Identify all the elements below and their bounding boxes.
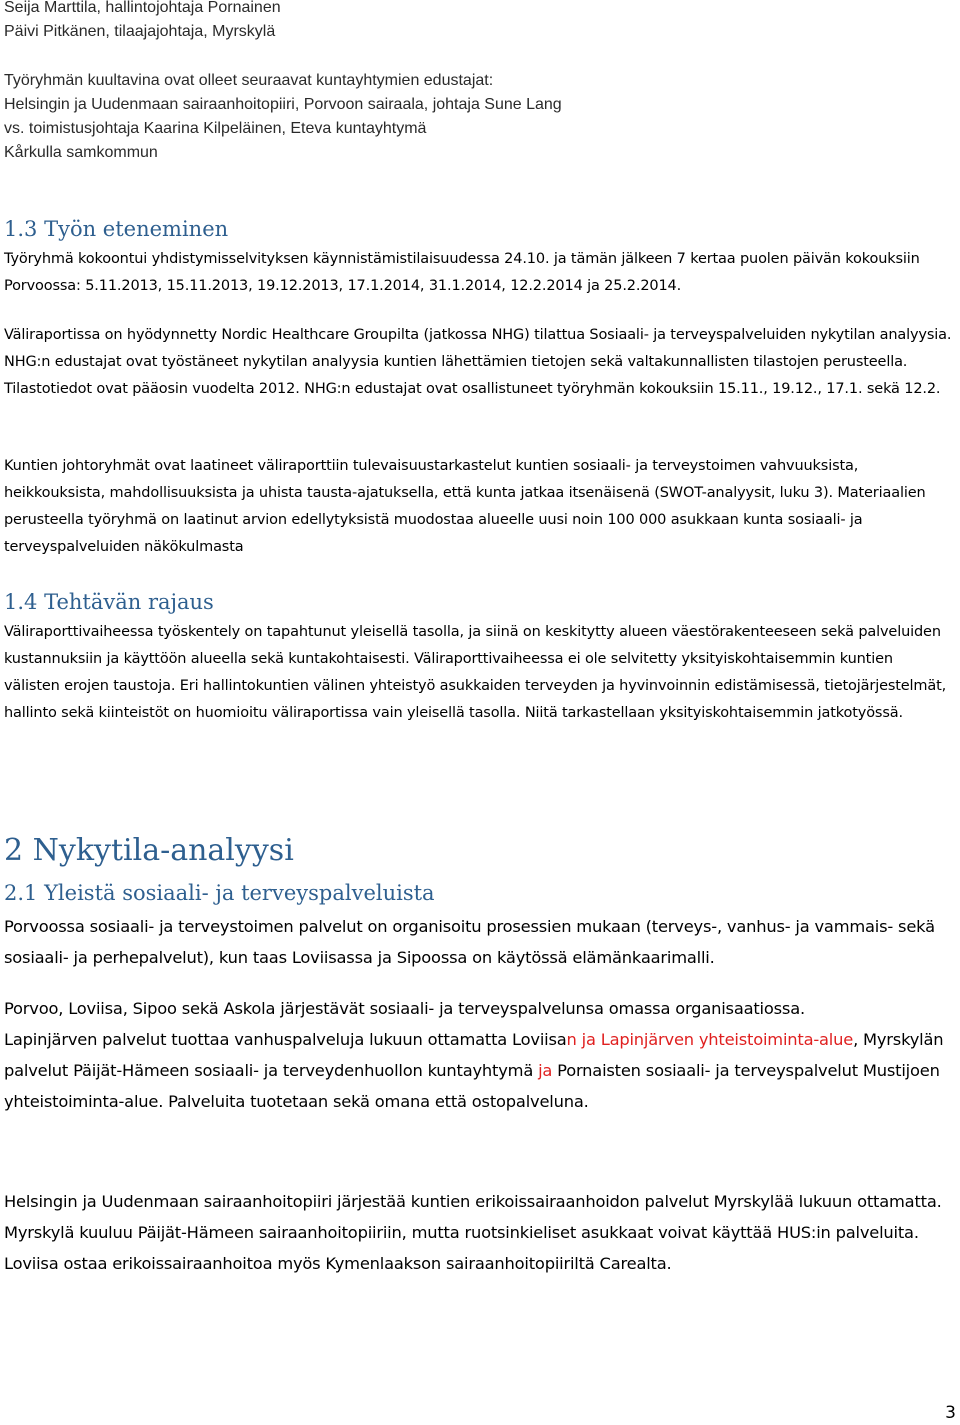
chapter-heading-2: 2 Nykytila-analyysi [4,833,294,868]
paragraph-swot: Kuntien johtoryhmät ovat laatineet väliraporttiin tulevaisuustarkastelut kuntien sosiaali- ja terveystoimen vahvuuksista, heikkouksista, mahdollisuuksista ja uhista tausta-ajatuksella, että kunta jatkaa itsenäisenä (SWOT-analyysit, luku 3). Materiaalien perusteella työryhmä on laatinut arvion edellytyksistä muodostaa alueelle uusi noin 100 000 asukkaan kunta sosiaali- ja terveyspalveluiden näkökulmasta [4,458,926,555]
paragraph-service-production [4,993,952,1117]
representative-line: Helsingin ja Uudenmaan sairaanhoitopiiri, Porvoon sairaala, johtaja Sune Lang [4,96,562,113]
paragraph-body [4,1024,952,1117]
representative-line: Kårkulla samkommun [4,144,158,161]
paragraph-organisation: Porvoossa sosiaali- ja terveystoimen palvelut on organisoitu prosessien mukaan (terveys-, vanhus- ja vammais- sekä sosiaali- ja perhepalvelut), kun taas Loviisassa ja Sipoossa on käytössä elämänkaarimalli. [4,917,935,967]
representatives-intro: Työryhmän kuultavina ovat olleet seuraavat kuntayhtymien edustajat: [4,72,494,89]
representatives-list [4,69,952,165]
section-heading-1-3: 1.3 Työn eteneminen [4,217,229,241]
paragraph-line: Porvoo, Loviisa, Sipoo sekä Askola järjestävät sosiaali- ja terveyspalvelunsa omassa organisaatiossa. [4,999,805,1018]
header-line: Päivi Pitkänen, tilaajajohtaja, Myrskylä [4,23,276,40]
text-run: , Myrskylän palvelut Päijät-Hämeen sosiaali- ja terveydenhuollon kuntayhtymä [4,1030,944,1080]
section-heading-1-4: 1.4 Tehtävän rajaus [4,590,214,614]
page-number: 3 [945,1403,956,1423]
header-line: Seija Marttila, hallintojohtaja Pornainen [4,0,281,16]
section-heading-2-1: 2.1 Yleistä sosiaali- ja terveyspalveluista [4,881,435,905]
highlighted-text: ja [538,1061,553,1080]
text-run: Lapinjärven palvelut tuottaa vanhuspalveluja lukuun ottamatta Loviisa [4,1030,567,1049]
highlighted-text: n ja Lapinjärven yhteistoiminta-alue [566,1030,854,1049]
paragraph-scope: Väliraporttivaiheessa työskentely on tapahtunut yleisellä tasolla, ja siinä on keskitytty alueen väestörakenteeseen sekä palveluiden kustannuksiin ja käyttöön alueella sekä kuntakohtaisesti. Väliraporttivaiheessa ei ole selvitetty yksityiskohtaisemmin kuntien välisten erojen taustoja. Eri hallintokuntien välinen yhteistyö asukkaiden terveyden ja hyvinvoinnin edistämisessä, tietojärjestelmät, hallinto sekä kiinteistöt on huomioitu väliraportissa vain yleisellä tasolla. Niitä tarkastellaan yksityiskohtaisemmin jatkotyössä. [4,624,947,721]
paragraph-specialised-care: Helsingin ja Uudenmaan sairaanhoitopiiri järjestää kuntien erikoissairaanhoidon palvelut Myrskylää lukuun ottamatta. Myrskylä kuuluu Päijät-Hämeen sairaanhoitopiiriin, mutta ruotsinkieliset asukkaat voivat käyttää HUS:in palveluita. Loviisa ostaa erikoissairaanhoitoa myös Kymenlaakson sairaanhoitopiiriltä Carealta. [4,1192,942,1273]
representative-line: vs. toimistusjohtaja Kaarina Kilpeläinen, Eteva kuntayhtymä [4,120,427,137]
paragraph-nhg-analysis: Väliraportissa on hyödynnetty Nordic Healthcare Groupilta (jatkossa NHG) tilattua Sosiaali- ja terveyspalveluiden nykytilan analyysia. NHG:n edustajat ovat työstäneet nykytilan analyysia kuntien lähettämien tietojen sekä valtakunnallisten tilastojen perusteella. Tilastotiedot ovat pääosin vuodelta 2012. NHG:n edustajat ovat osallistuneet työryhmän kokouksiin 15.11., 19.12., 17.1. sekä 12.2. [4,327,952,397]
paragraph-work-progress: Työryhmä kokoontui yhdistymisselvityksen käynnistämistilaisuudessa 24.10. ja tämän jälkeen 7 kertaa puolen päivän kokouksiin Porvoossa: 5.11.2013, 15.11.2013, 19.12.2013, 17.1.2014, 31.1.2014, 12.2.2014 ja 25.2.2014. [4,251,920,294]
text-run: Pornaisten sosiaali- ja terveyspalvelut Mustijoen yhteistoiminta-alue. Palveluita tuotetaan sekä omana että ostopalveluna. [4,1061,940,1111]
header-lines [4,0,952,44]
